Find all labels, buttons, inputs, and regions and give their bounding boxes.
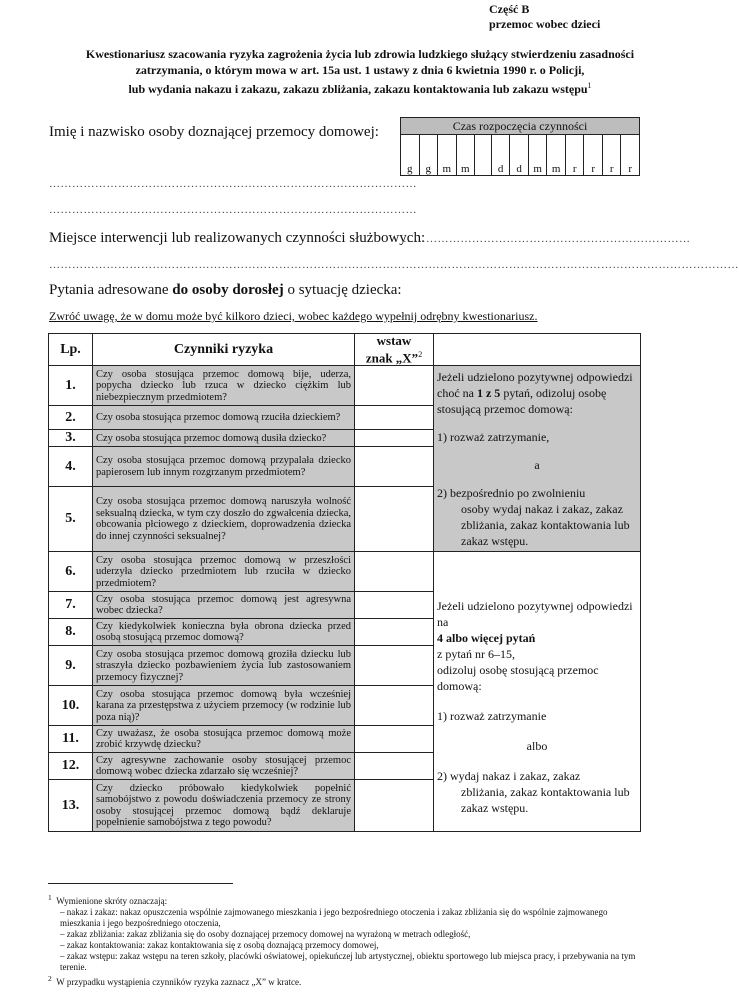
name-field-line-2[interactable]: ……………………………………………………………………………………	[49, 204, 417, 216]
row-number: 7.	[49, 592, 93, 619]
row-number: 6.	[49, 552, 93, 592]
mark-x-cell[interactable]	[355, 592, 434, 619]
row-number: 8.	[49, 619, 93, 646]
name-field-line-1[interactable]: ……………………………………………………………………………………	[49, 178, 417, 190]
footnote-1: $^1$ Wymienione skróty oznaczają:	[48, 893, 168, 906]
risk-question: Czy agresywne zachowanie osoby stosującej przemoc domową wobec dziecka zdarzało się wcześniej?	[93, 753, 355, 780]
document-title	[40, 46, 680, 97]
risk-question: Czy osoba stosująca przemoc domową w przeszłości uderzyła dziecko przedmiotem lub rzuciła w dziecko przedmiotem?	[93, 552, 355, 592]
start-time-cells[interactable]	[401, 135, 639, 175]
row-number: 4.	[49, 447, 93, 487]
footnote-2: $^2$ W przypadku wystąpienia czynników ryzyka zaznacz „X” w kratce.	[48, 974, 302, 987]
mark-x-cell[interactable]	[355, 753, 434, 780]
table-row	[49, 552, 641, 592]
mark-x-cell[interactable]	[355, 430, 434, 447]
mark-x-cell[interactable]	[355, 646, 434, 686]
footnote-divider	[48, 883, 233, 884]
col-factors-header: Czynniki ryzyka	[93, 334, 355, 366]
name-label: Imię i nazwisko osoby doznającej przemocy domowej:	[49, 124, 379, 140]
col-lp-header: Lp.	[49, 334, 93, 366]
risk-question: Czy osoba stosująca przemoc domową bije, uderza, popycha dziecko lub rzuca w dziecko ciężkim lub niebezpiecznym przedmiotem?	[93, 366, 355, 406]
title-line-2: zatrzymania, o którym mowa w art. 15a ust. 1 ustawy z dnia 6 kwietnia 1990 r. o Policji,	[135, 63, 585, 77]
risk-question: Czy kiedykolwiek konieczna była obrona dziecka przed osobą stosującą przemoc domową?	[93, 619, 355, 646]
place-label: Miejsce interwencji lub realizowanych czynności służbowych:	[49, 230, 426, 246]
col-mark-header: wstaw znak „X”$^2$	[355, 334, 434, 366]
table-row	[49, 366, 641, 406]
title-line-1: Kwestionariusz szacowania ryzyka zagrożenia życia lub zdrowia ludzkiego służący stwierdzeniu zasadności	[85, 47, 635, 61]
risk-question: Czy osoba stosująca przemoc domową przypalała dziecko papierosem lub innym rozgrzanym przedmiotem?	[93, 447, 355, 487]
mark-x-cell[interactable]	[355, 552, 434, 592]
risk-question: Czy osoba stosująca przemoc domową groziła dziecku lub straszyła dziecko pozbawieniem życia lub zastosowaniem przemocy fizycznej?	[93, 646, 355, 686]
row-number: 2.	[49, 406, 93, 430]
row-number: 13.	[49, 780, 93, 832]
time-cell-gap	[475, 135, 492, 175]
table-header-row	[49, 334, 641, 366]
risk-question: Czy osoba stosująca przemoc domową była wcześniej karana za przestępstwa z użyciem przemocy (w rodzinie lub poza nią)?	[93, 686, 355, 726]
time-cell[interactable]: r	[584, 135, 603, 175]
instructions-q6-15: Jeżeli udzielono pozytywnej odpowiedzi na 4 albo więcej pytań z pytań nr 6–15, odizoluj osobę stosującą przemoc domową: 1) rozważ zatrzymanie albo 2) wydaj nakaz i zakaz, zakaz zbliżania, zakaz kontaktowania lub zakaz wstępu.	[434, 552, 641, 832]
time-cell[interactable]: m	[547, 135, 566, 175]
multiple-children-note: Zwróć uwagę, że w domu może być kilkoro dzieci, wobec każdego wypełnij odrębny kwestionariusz.	[49, 309, 538, 323]
time-cell[interactable]: r	[566, 135, 585, 175]
part-subject: przemoc wobec dzieci	[489, 17, 601, 31]
mark-x-cell[interactable]	[355, 406, 434, 430]
part-label: Część B	[489, 2, 530, 16]
risk-question: Czy osoba stosująca przemoc domową jest agresywna wobec dziecka?	[93, 592, 355, 619]
risk-question: Czy osoba stosująca przemoc domową dusiła dziecko?	[93, 430, 355, 447]
risk-factors-table	[48, 333, 641, 832]
footnote-1-items: – nakaz i zakaz: nakaz opuszczenia wspólnie zajmowanego mieszkania i jego bezpośredniego otoczenia i zakaz zbliżania się do wspólnie zajmowanego mieszkania i jego bezpośredniego otoczenia, – zakaz zbliżania: zakaz zbliżania się do osoby doznającej przemocy domowej na wyrażoną w metrach odległość, – zakaz kontaktowania: zakaz kontaktowania się z osobą doznającą przemocy domowej, – zakaz wstępu: zakaz wstępu na teren szkoły, placówki oświatowej, opiekuńczej lub artystycznej, obiektu sportowego lub miejsca pracy, i przebywania na tym terenie.	[60, 907, 636, 972]
risk-question: Czy uważasz, że osoba stosująca przemoc domową może zrobić krzywdę dziecku?	[93, 726, 355, 753]
place-field-line-1[interactable]: …………………………………………………………………	[403, 233, 691, 245]
time-cell[interactable]: g	[401, 135, 420, 175]
row-number: 10.	[49, 686, 93, 726]
risk-question: Czy osoba stosująca przemoc domową naruszyła wolność seksualną dziecka, w tym czy doszło do zgwałcenia dziecka, obcowania płciowego z dzieckiem, doprowadzenia dziecka do innej czynności seksualnej?	[93, 487, 355, 552]
time-cell[interactable]: r	[603, 135, 622, 175]
mark-x-cell[interactable]	[355, 366, 434, 406]
risk-question: Czy osoba stosująca przemoc domową rzuciła dzieckiem?	[93, 406, 355, 430]
place-field-line-2[interactable]: ………………………………………………………………………………………………………………………………………………………………	[49, 259, 739, 271]
col-instructions-header	[434, 334, 641, 366]
mark-x-cell[interactable]	[355, 487, 434, 552]
part-header	[489, 2, 600, 32]
mark-x-cell[interactable]	[355, 686, 434, 726]
mark-x-cell[interactable]	[355, 619, 434, 646]
time-cell[interactable]: m	[457, 135, 476, 175]
time-cell[interactable]: m	[529, 135, 548, 175]
start-time-title: Czas rozpoczęcia czynności	[401, 118, 639, 135]
row-number: 11.	[49, 726, 93, 753]
risk-question: Czy dziecko próbowało kiedykolwiek popełnić samobójstwo z powodu doświadczenia przemocy ze strony osoby stosującej przemoc domową bądź deklaruje popełnienie samobójstwa z tego powodu?	[93, 780, 355, 832]
start-time-box	[400, 117, 640, 176]
row-number: 12.	[49, 753, 93, 780]
mark-x-cell[interactable]	[355, 447, 434, 487]
time-cell[interactable]: m	[438, 135, 457, 175]
time-cell[interactable]: d	[492, 135, 511, 175]
mark-x-cell[interactable]	[355, 726, 434, 753]
mark-x-cell[interactable]	[355, 780, 434, 832]
row-number: 1.	[49, 366, 93, 406]
time-cell[interactable]: d	[510, 135, 529, 175]
time-cell[interactable]: g	[420, 135, 439, 175]
row-number: 3.	[49, 430, 93, 447]
row-number: 9.	[49, 646, 93, 686]
footnotes	[48, 892, 648, 988]
time-cell[interactable]: r	[628, 163, 633, 175]
questions-heading: Pytania adresowane do osoby dorosłej o sytuację dziecka:	[49, 282, 402, 298]
footnote-ref-1: 1	[587, 81, 592, 90]
row-number: 5.	[49, 487, 93, 552]
instructions-q1-5: Jeżeli udzielono pozytywnej odpowiedzi choć na 1 z 5 pytań, odizoluj osobę stosującą przemoc domową: 1) rozważ zatrzymanie, a 2) bezpośrednio po zwolnieniu osoby wydaj nakaz i zakaz, zakaz zbliżania, zakaz kontaktowania lub zakaz wstępu.	[434, 366, 641, 552]
title-line-3: lub wydania nakazu i zakazu, zakazu zbliżania, zakazu kontaktowania lub zakazu wstępu$^1$	[128, 81, 592, 96]
